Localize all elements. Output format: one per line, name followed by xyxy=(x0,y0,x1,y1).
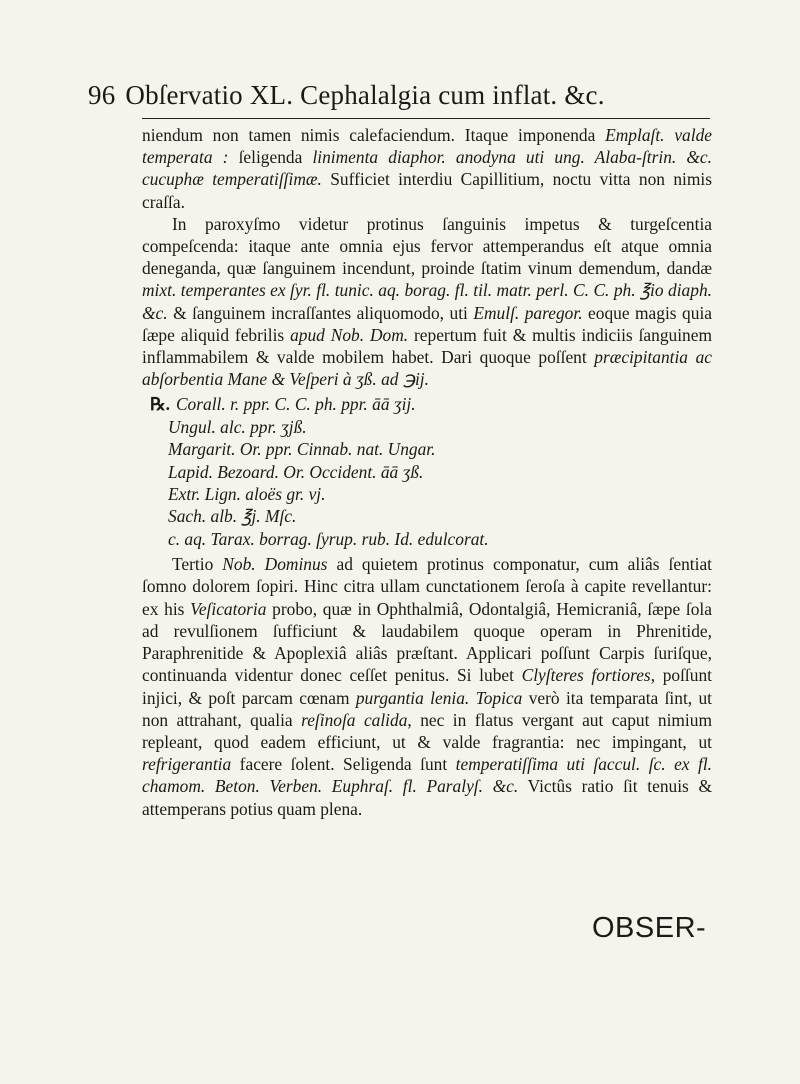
text-run: , poſſunt injici, & poſt parcam cœnam xyxy=(142,665,712,708)
page-number: 96 xyxy=(88,80,116,110)
italic-run: temperatiſſima uti ſaccul. ſc. ex fl. chamom. Beton. Verben. Euphraſ. fl. Paralyſ. &c. xyxy=(142,754,713,797)
text-run: niendum non tamen nimis calefaciendum. Itaque imponenda xyxy=(142,125,606,145)
running-title: Obſervatio XL. Cephalalgia cum inflat. &c. xyxy=(125,80,605,110)
text-run: , nec in flatus vergant aut caput nimium repleant, quod eadem efficiunt, ut & valde fragrantia: nec impingant, ut xyxy=(142,709,712,752)
text-run: repertum fuit & multis indiciis ſanguinem inflammabilem & valde mobilem habet. Dari quoque poſſent xyxy=(142,324,712,368)
italic-run: refrigerantia xyxy=(142,754,232,775)
text-run: verò ita temparata ſint, ut non attrahant, qualia xyxy=(142,687,713,730)
text-run: Victûs ratio ſit tenuis & attemperans potius quam plena. xyxy=(142,776,712,819)
prescription-line: Ungul. alc. ppr. ʒjß. xyxy=(168,416,307,437)
italic-run: præcipitantia ac abſorbentia Mane & Veſperi à ʒß. ad ℈ij. xyxy=(142,347,712,390)
italic-run: Clyſteres fortiores xyxy=(521,665,651,686)
prescription-line: Sach. alb. ℥j. Mſc. xyxy=(168,506,297,527)
paragraph-2 xyxy=(142,213,712,391)
italic-run: Emplaſt. valde temperata : xyxy=(142,125,712,168)
italic-run: reſinoſa calida xyxy=(301,709,408,730)
text-run: In paroxyſmo videtur protinus ſanguinis impetus & turgeſcentia compeſcenda: itaque ante omnia ejus fervor attemperandus eſt atque omnia deneganda, quæ ſanguinem incendunt, proinde ſtatim vinum demendum, dandæ xyxy=(142,213,712,279)
prescription-line: Extr. Lign. aloës gr. vj. xyxy=(168,484,326,505)
text-run: ſeligenda xyxy=(228,147,313,168)
italic-run: purgantia lenia. Topica xyxy=(355,687,523,708)
prescription xyxy=(142,393,712,550)
prescription-line xyxy=(150,393,712,415)
text-run: facere ſolent. Seligenda ſunt xyxy=(231,754,456,775)
prescription-line: c. aq. Tarax. borrag. ſyrup. rub. Id. edulcorat. xyxy=(168,528,489,549)
italic-run: Veſicatoria xyxy=(190,598,267,619)
recipe-symbol: ℞. xyxy=(150,394,170,415)
text-run: eoque magis quia ſæpe aliquid febrilis xyxy=(142,302,712,345)
italic-run: Nob. Dominus xyxy=(222,554,328,575)
text-run: Tertio xyxy=(172,554,223,575)
page-header xyxy=(88,78,708,112)
italic-run: Emulſ. paregor. xyxy=(473,302,583,323)
text-run: Sufficiet interdiu Capillitium, noctu vitta non nimis craſſa. xyxy=(142,169,713,212)
text-run: probo, quæ in Ophthalmiâ, Odontalgiâ, Hemicraniâ, ſæpe ſola ad revulſionem ſufficiunt & laudabilem quoque operam in Phrenitide, Paraphrenitide & Apoplexiâ aliâs præſtant. Applicari poſſunt Carpis ſuriſque, continuanda videntur donec ceſſet penitus. Si lubet xyxy=(142,598,712,686)
italic-run: mixt. temperantes ex ſyr. fl. tunic. aq. borag. fl. til. matr. perl. C. C. ph. ℥io diaph. &c. xyxy=(142,280,712,323)
prescription-text: Corall. r. ppr. C. C. ph. ppr. āā ʒij. xyxy=(175,394,416,415)
prescription-line: Lapid. Bezoard. Or. Occident. āā ʒß. xyxy=(168,461,424,482)
text-run: ad quietem protinus componatur, cum aliâs ſentiat ſomno dolorem ſopiri. Hinc citra ullam cunctationem ſeroſa à capite revellantur: ex his xyxy=(142,554,713,619)
italic-run: apud Nob. Dom. xyxy=(290,324,409,345)
paragraph-3 xyxy=(142,553,712,819)
paragraph-1 xyxy=(142,124,712,213)
prescription-line: Margarit. Or. ppr. Cinnab. nat. Ungar. xyxy=(168,439,436,460)
body-text xyxy=(142,124,712,820)
catchword: OBSER- xyxy=(592,912,707,944)
text-run: & ſanguinem incraſſantes aliquomodo, uti xyxy=(167,302,474,323)
italic-run: linimenta diaphor. anodyna uti ung. Alaba-ſtrin. &c. cucuphæ temperatiſſimæ. xyxy=(142,147,712,190)
header-rule xyxy=(142,118,710,119)
